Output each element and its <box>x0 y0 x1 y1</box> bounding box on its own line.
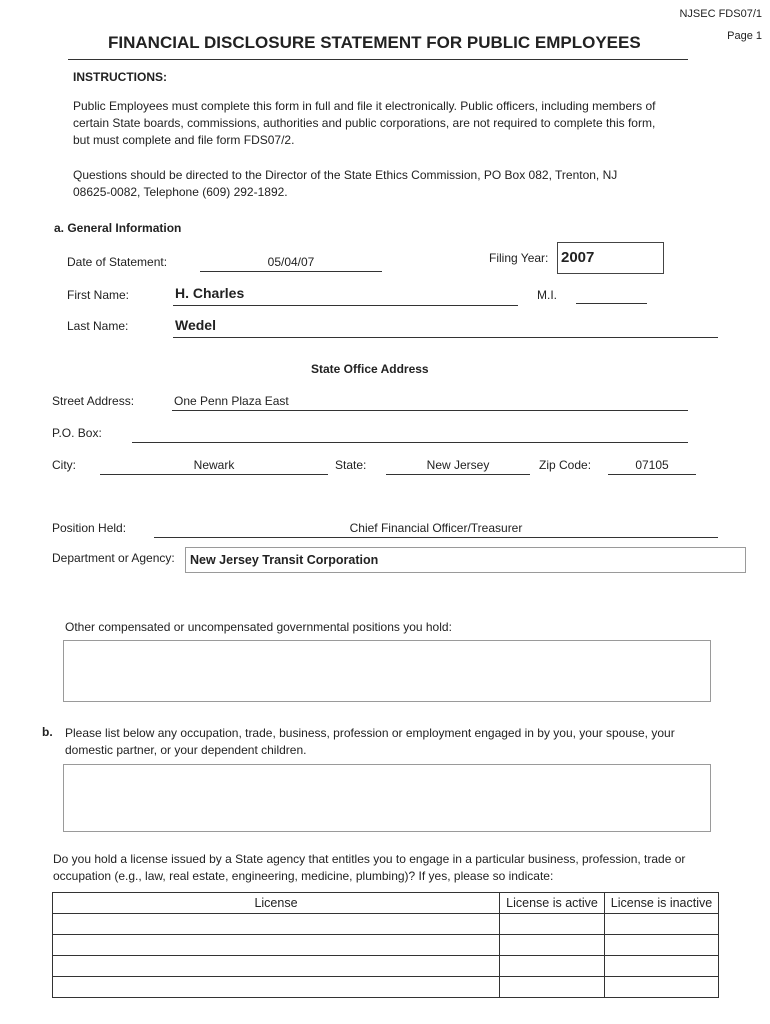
license-question-line: Do you hold a license issued by a State agency that entitles you to engage in a particular business, profession, trade or <box>53 852 686 866</box>
department-value: New Jersey Transit Corporation <box>190 553 379 567</box>
city-label: City: <box>52 458 76 472</box>
mi-label: M.I. <box>537 288 557 302</box>
instructions-paragraph-2 <box>73 167 617 201</box>
street-field[interactable]: One Penn Plaza East <box>174 394 289 408</box>
first-name-label: First Name: <box>67 288 130 302</box>
position-underline <box>154 537 718 538</box>
license-inactive-column-header: License is inactive <box>605 893 719 914</box>
city-underline <box>100 474 328 475</box>
section-b-marker: b. <box>42 725 53 739</box>
license-name-cell[interactable] <box>53 935 500 956</box>
position-field[interactable]: Chief Financial Officer/Treasurer <box>349 521 523 535</box>
filing-year-label: Filing Year: <box>489 251 549 265</box>
license-inactive-cell[interactable] <box>605 977 719 998</box>
license-active-cell[interactable] <box>500 935 605 956</box>
zip-underline <box>608 474 696 475</box>
license-inactive-cell[interactable] <box>605 914 719 935</box>
license-active-cell[interactable] <box>500 977 605 998</box>
other-positions-field[interactable] <box>63 640 711 702</box>
page-number: Page 1 <box>727 30 762 42</box>
last-name-label: Last Name: <box>67 319 129 333</box>
instructions-line: but must complete and file form FDS07/2. <box>73 133 295 147</box>
page-title: FINANCIAL DISCLOSURE STATEMENT FOR PUBLIC EMPLOYEES <box>108 33 641 52</box>
license-active-cell[interactable] <box>500 956 605 977</box>
license-inactive-cell[interactable] <box>605 935 719 956</box>
license-column-header: License <box>53 893 500 914</box>
date-field[interactable]: 05/04/07 <box>267 255 315 269</box>
filing-year-value: 2007 <box>561 249 595 266</box>
filing-year-field[interactable] <box>557 242 664 274</box>
occupation-field[interactable] <box>63 764 711 832</box>
address-heading: State Office Address <box>311 362 429 376</box>
form-code: NJSEC FDS07/1 <box>679 8 762 20</box>
license-table-header <box>53 893 719 914</box>
department-label: Department or Agency: <box>52 551 175 565</box>
license-question <box>53 851 685 885</box>
title-rule <box>68 59 688 60</box>
section-a-heading: a. General Information <box>54 221 182 235</box>
license-inactive-cell[interactable] <box>605 956 719 977</box>
state-label: State: <box>335 458 367 472</box>
license-question-line: occupation (e.g., law, real estate, engineering, medicine, plumbing)? If yes, please so indicate: <box>53 869 554 883</box>
section-b-line: Please list below any occupation, trade, business, profession or employment engaged in by you, your spouse, your <box>65 726 675 740</box>
street-underline <box>172 410 688 411</box>
license-name-cell[interactable] <box>53 977 500 998</box>
other-positions-label: Other compensated or uncompensated governmental positions you hold: <box>65 620 452 634</box>
table-row <box>53 977 719 998</box>
instructions-heading: INSTRUCTIONS: <box>73 70 167 84</box>
instructions-line: Public Employees must complete this form in full and file it electronically. Public officers, including members of <box>73 99 656 113</box>
instructions-line: Questions should be directed to the Director of the State Ethics Commission, PO Box 082, Trenton, NJ <box>73 168 618 182</box>
instructions-line: certain State boards, commissions, authorities and public corporations, are not required to complete this form, <box>73 116 656 130</box>
license-table <box>52 892 719 998</box>
instructions-paragraph-1 <box>73 98 655 149</box>
license-active-cell[interactable] <box>500 914 605 935</box>
mi-underline <box>576 303 647 304</box>
state-field[interactable]: New Jersey <box>426 458 490 472</box>
license-active-column-header: License is active <box>500 893 605 914</box>
position-label: Position Held: <box>52 521 127 535</box>
section-b-question <box>65 725 675 759</box>
state-underline <box>386 474 530 475</box>
last-name-underline <box>173 337 718 338</box>
zip-field[interactable]: 07105 <box>635 458 669 472</box>
section-b-line: domestic partner, or your dependent children. <box>65 743 307 757</box>
table-row <box>53 956 719 977</box>
license-name-cell[interactable] <box>53 914 500 935</box>
table-row <box>53 914 719 935</box>
date-label: Date of Statement: <box>67 255 168 269</box>
department-field[interactable] <box>185 547 746 573</box>
first-name-field[interactable]: H. Charles <box>175 285 245 301</box>
table-row <box>53 935 719 956</box>
date-underline <box>200 271 382 272</box>
first-name-underline <box>173 305 518 306</box>
zip-label: Zip Code: <box>539 458 592 472</box>
city-field[interactable]: Newark <box>193 458 235 472</box>
street-label: Street Address: <box>52 394 135 408</box>
pobox-label: P.O. Box: <box>52 426 102 440</box>
pobox-underline <box>132 442 688 443</box>
license-name-cell[interactable] <box>53 956 500 977</box>
instructions-line: 08625-0082, Telephone (609) 292-1892. <box>73 185 288 199</box>
last-name-field[interactable]: Wedel <box>175 317 216 333</box>
